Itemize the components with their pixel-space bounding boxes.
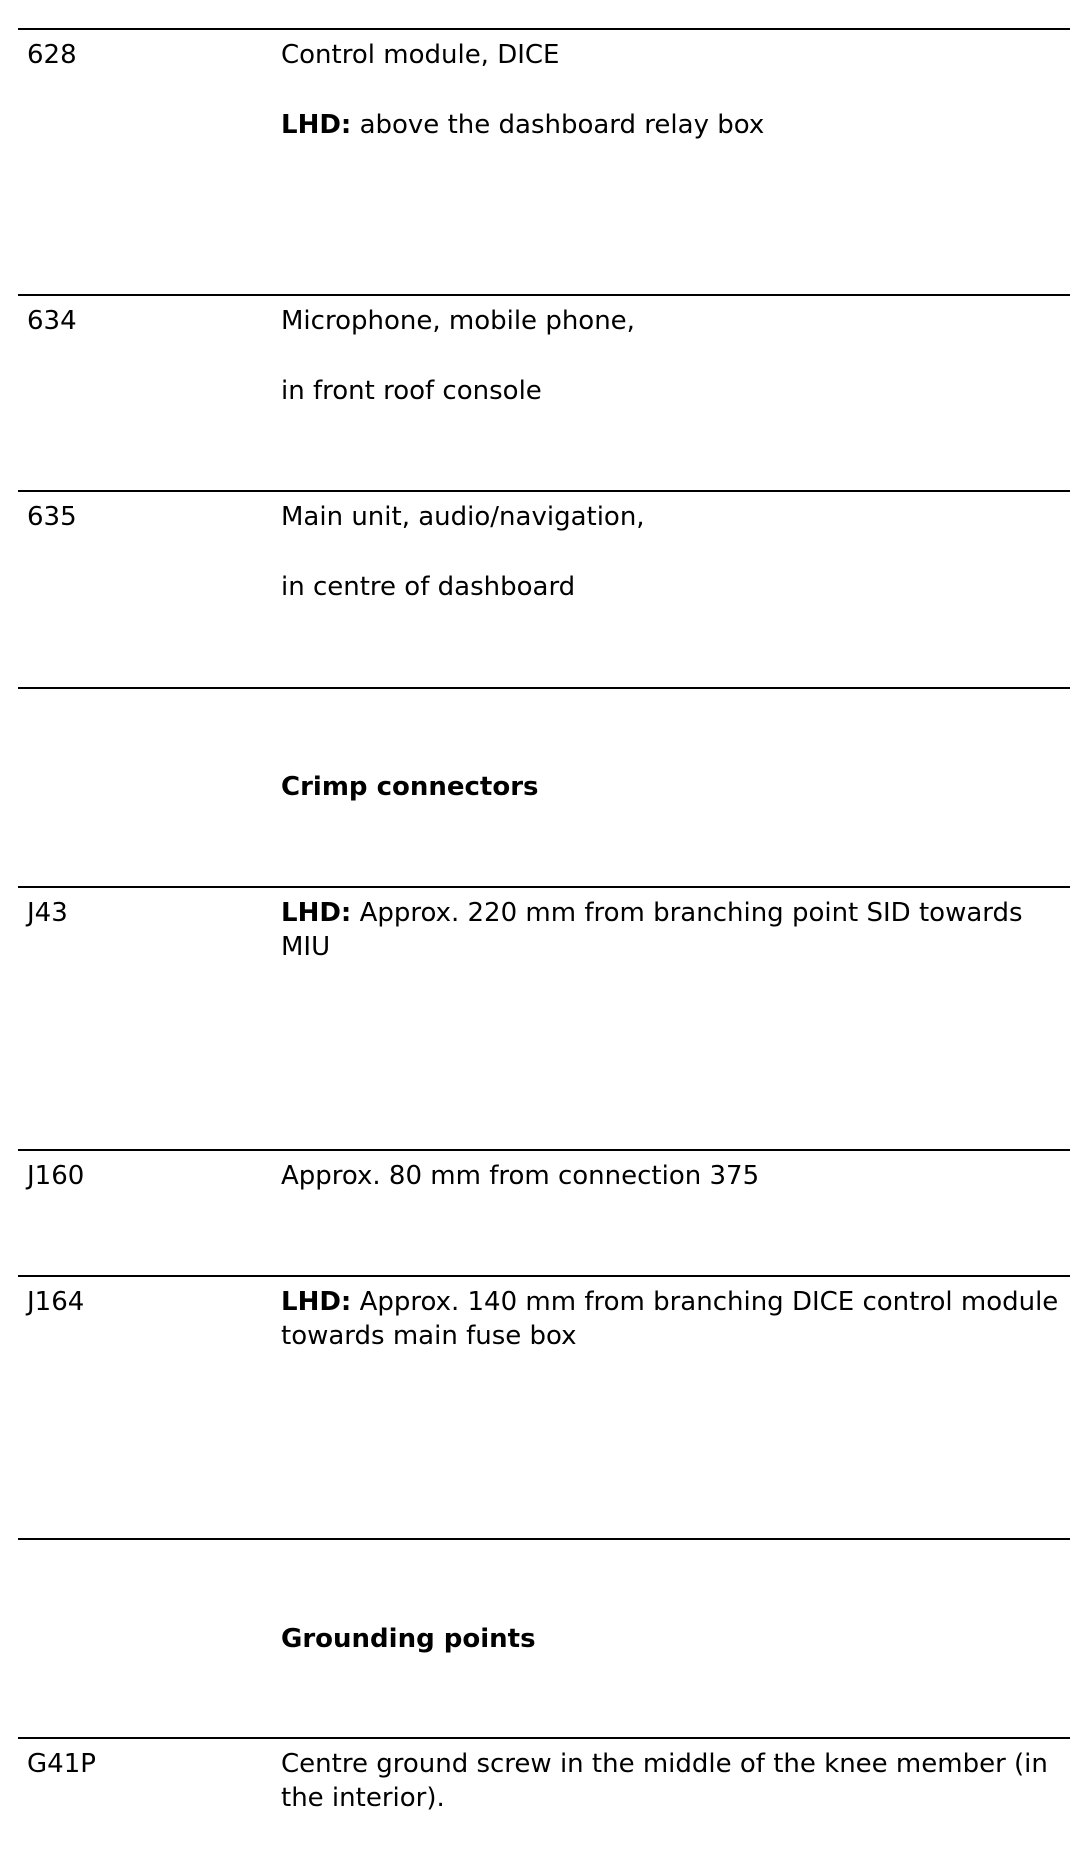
lhd-label: LHD: <box>281 1287 352 1317</box>
row-divider <box>18 1149 1070 1151</box>
component-code: J160 <box>27 1161 85 1191</box>
component-description <box>281 38 1071 142</box>
description-line: in front roof console <box>281 376 542 406</box>
component-description <box>281 896 1071 964</box>
section-heading-crimp-connectors: Crimp connectors <box>281 772 539 802</box>
component-code: J43 <box>27 898 68 928</box>
component-code: G41P <box>27 1749 96 1779</box>
row-divider <box>18 1538 1070 1540</box>
description-text: above the dashboard relay box <box>351 110 765 140</box>
row-divider <box>18 294 1070 296</box>
description-line: Main unit, audio/navigation, <box>281 502 645 532</box>
description-text: Approx. 140 mm from branching DICE control module towards main fuse box <box>281 1287 1059 1351</box>
description-text: Approx. 220 mm from branching point SID towards MIU <box>281 898 1023 962</box>
row-divider <box>18 490 1070 492</box>
component-code: 635 <box>27 502 77 532</box>
lhd-label: LHD: <box>281 110 352 140</box>
description-line: Centre ground screw in the middle of the knee member (in the interior). <box>281 1749 1048 1813</box>
lhd-label: LHD: <box>281 898 352 928</box>
component-description <box>281 1747 1071 1815</box>
description-line <box>281 1285 1071 1353</box>
component-code: 628 <box>27 40 77 70</box>
description-line: Control module, DICE <box>281 40 560 70</box>
row-divider <box>18 28 1070 30</box>
description-line: Approx. 80 mm from connection 375 <box>281 1161 760 1191</box>
component-description <box>281 1159 1071 1193</box>
row-divider <box>18 886 1070 888</box>
component-code: 634 <box>27 306 77 336</box>
component-code: J164 <box>27 1287 85 1317</box>
description-line <box>281 896 1071 964</box>
section-heading-grounding-points: Grounding points <box>281 1624 536 1654</box>
row-divider <box>18 1275 1070 1277</box>
description-line: Microphone, mobile phone, <box>281 306 635 336</box>
row-divider <box>18 1737 1070 1739</box>
description-line: in centre of dashboard <box>281 572 576 602</box>
description-line <box>281 108 1071 142</box>
component-description <box>281 304 1071 408</box>
component-description <box>281 1285 1071 1353</box>
component-description <box>281 500 1071 604</box>
row-divider <box>18 687 1070 689</box>
